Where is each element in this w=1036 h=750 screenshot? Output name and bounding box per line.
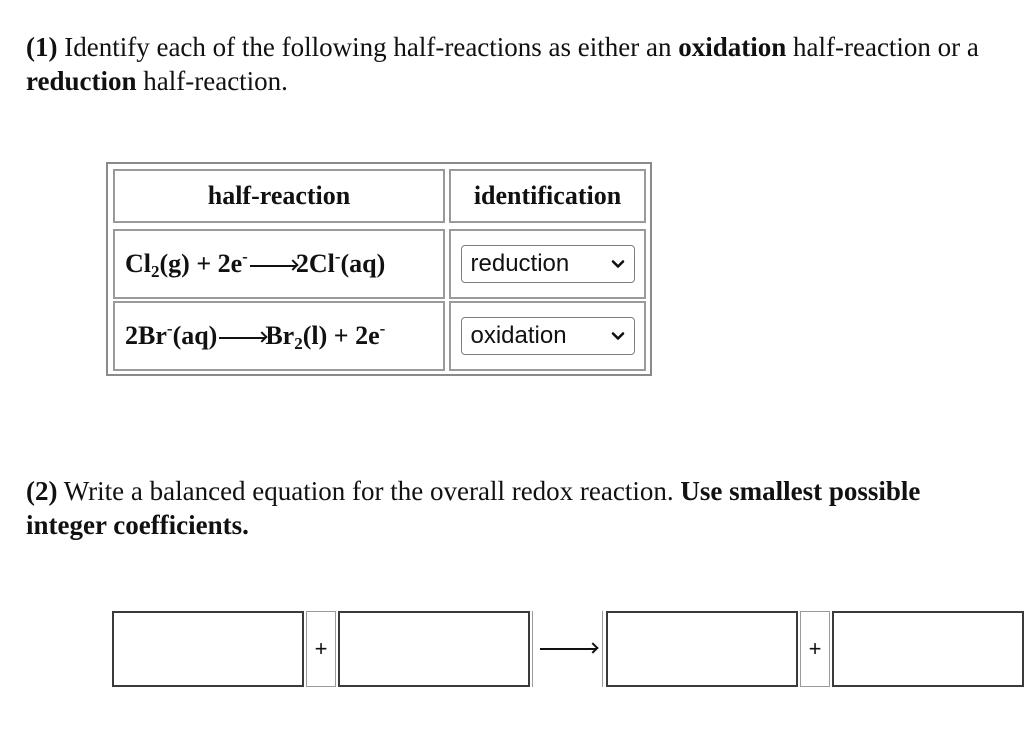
plus-sign: +: [306, 611, 336, 687]
identification-select-1[interactable]: [461, 245, 635, 283]
product-1-input[interactable]: [606, 611, 798, 687]
reaction-arrow-icon: [540, 648, 596, 650]
header-identification: identification: [449, 169, 646, 223]
divider: [602, 611, 603, 687]
divider: [532, 611, 533, 687]
question-1: (1) Identify each of the following half-reactions as either an oxidation half-reaction or a reduction half-reaction.: [26, 32, 979, 96]
reactant-2-input[interactable]: [338, 611, 530, 687]
identification-cell-1: [449, 229, 646, 299]
reaction-arrow-icon: [250, 265, 296, 267]
question-1-number: (1): [26, 32, 58, 62]
product-2-input[interactable]: [832, 611, 1024, 687]
identification-select-2[interactable]: [461, 317, 635, 355]
plus-sign: +: [800, 611, 830, 687]
half-reaction-2: [113, 301, 445, 371]
reactant-1-input[interactable]: [112, 611, 304, 687]
header-half-reaction: half-reaction: [113, 169, 445, 223]
chevron-down-icon: [610, 256, 626, 272]
identification-cell-2: [449, 301, 646, 371]
half-reaction-1: [113, 229, 445, 299]
question-2-number: (2): [26, 476, 58, 506]
chevron-down-icon: [610, 328, 626, 344]
equation-2: 2Br-(aq) $Br_2(l) + 2e^-$: [125, 319, 386, 353]
reaction-arrow-icon: [219, 337, 265, 339]
question-2: (2) Write a balanced equation for the overall redox reaction. Use smallest possible integer coefficients.: [26, 476, 921, 540]
select-value: reduction: [470, 250, 570, 277]
select-value: oxidation: [470, 322, 567, 349]
half-reaction-table: [106, 162, 652, 376]
equation-1: $Cl_2(g) + 2e^-$ 2Cl-(aq): [125, 247, 386, 281]
